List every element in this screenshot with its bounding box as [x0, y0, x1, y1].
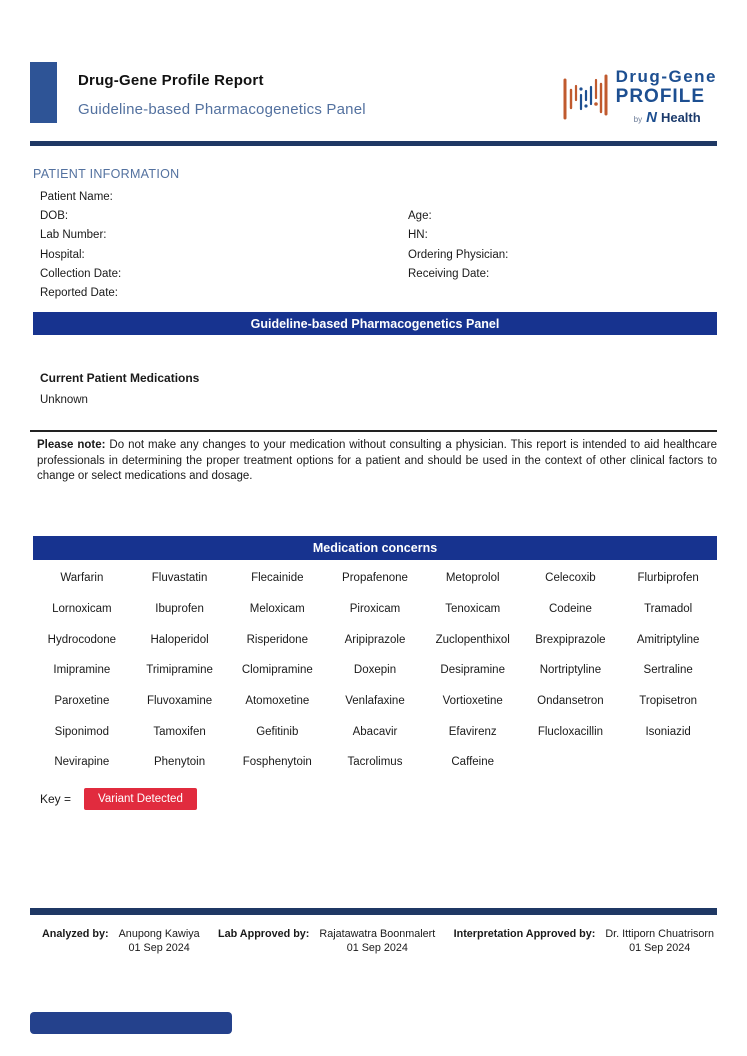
patient-info-label-left: DOB:: [40, 209, 69, 222]
drug-name-cell: Warfarin: [60, 572, 104, 585]
drug-name-cell: Lornoxicam: [52, 603, 112, 616]
page-footer-bar: [30, 1012, 232, 1034]
drug-name-cell: Sertraline: [643, 664, 693, 677]
drug-name-cell: Tropisetron: [639, 695, 698, 708]
patient-info-label-left: Collection Date:: [40, 267, 122, 280]
logo-drug-gene-text: Drug-Gene: [615, 67, 717, 86]
patient-info-row: [40, 226, 712, 245]
signoff-label: Interpretation Approved by:: [453, 928, 596, 940]
please-note-text: Do not make any changes to your medication without consulting a physician. This report is intended to aid healthcare professionals in determining the proper treatment options for a patient and should be used in the context of other clinical factors to change or select medications and dosage.: [37, 439, 718, 483]
drug-name-cell: Flucloxacillin: [537, 725, 604, 738]
signoff-footer: [42, 927, 714, 955]
signoff-name: Anupong Kawiya: [118, 928, 200, 940]
drug-name-cell: Propafenone: [342, 572, 408, 585]
drug-name-cell: Fluvoxamine: [146, 695, 213, 708]
footer-divider: [30, 908, 717, 915]
report-header: [30, 62, 717, 126]
current-medications-heading: Current Patient Medications: [40, 371, 200, 385]
drug-name-cell: Gefitinib: [256, 725, 299, 738]
note-divider: [30, 430, 717, 432]
drug-name-cell: Trimipramine: [146, 664, 213, 677]
drug-name-cell: Vortioxetine: [442, 695, 503, 708]
signoff-value: [319, 927, 435, 955]
drug-name-cell: Haloperidol: [150, 633, 209, 646]
signoff-name: Dr. Ittiporn Chuatrisorn: [605, 928, 714, 940]
patient-info-label-right: Ordering Physician:: [408, 248, 509, 261]
drug-name-cell: Amitriptyline: [636, 633, 700, 646]
signoff-date: 01 Sep 2024: [346, 942, 408, 954]
drug-name-cell: Brexpiprazole: [535, 633, 606, 646]
panel-title-banner: Guideline-based Pharmacogenetics Panel: [33, 312, 717, 335]
patient-info-row: [40, 187, 712, 206]
drug-name-cell: Imipramine: [53, 664, 111, 677]
drug-name-cell: Flurbiprofen: [637, 572, 699, 585]
please-note-label: Please note:: [37, 439, 106, 451]
header-titles: [78, 62, 366, 118]
signoff-date: 01 Sep 2024: [128, 942, 190, 954]
drug-name-cell: Tacrolimus: [347, 756, 403, 769]
patient-info-fields: [40, 187, 712, 303]
medication-concerns-grid: [33, 563, 717, 778]
patient-info-label-left: Lab Number:: [40, 229, 107, 242]
please-note-paragraph: [37, 438, 717, 485]
drug-name-cell: Clomipramine: [241, 664, 313, 677]
drug-name-cell: Codeine: [549, 603, 592, 616]
dna-barcode-icon: [561, 68, 609, 129]
drug-name-cell: Isoniazid: [645, 725, 691, 738]
current-medications-value: Unknown: [40, 394, 88, 406]
drug-name-cell: Tenoxicam: [445, 603, 501, 616]
drug-name-cell: Abacavir: [352, 725, 398, 738]
patient-info-label-right: Receiving Date:: [408, 267, 490, 280]
signoff-name: Rajatawatra Boonmalert: [319, 928, 436, 940]
drug-name-cell: Phenytoin: [153, 756, 206, 769]
drug-name-cell: Ibuprofen: [155, 603, 204, 616]
drug-name-cell: Efavirenz: [448, 725, 497, 738]
patient-info-label-left: Reported Date:: [40, 287, 118, 300]
drug-name-cell: Celecoxib: [545, 572, 596, 585]
patient-info-label-right: HN:: [408, 229, 428, 242]
patient-info-row: [40, 283, 712, 302]
patient-info-label-right: Age:: [408, 209, 432, 222]
logo-by-text: by: [633, 115, 643, 124]
drug-name-cell: Metoprolol: [445, 572, 500, 585]
signoff-value: [119, 927, 200, 955]
patient-info-label-left: Patient Name:: [40, 190, 113, 203]
drug-name-cell: Desipramine: [440, 664, 505, 677]
drug-name-cell: Atomoxetine: [245, 695, 310, 708]
header-accent-rectangle: [30, 62, 57, 123]
drug-name-cell: Siponimod: [54, 725, 110, 738]
drug-name-cell: Venlafaxine: [345, 695, 405, 708]
signoff-value: [605, 927, 714, 955]
key-label: Key =: [40, 792, 72, 806]
medication-concerns-banner: Medication concerns: [33, 536, 717, 560]
drug-name-cell: Nevirapine: [54, 756, 110, 769]
logo-wordmark: [616, 68, 717, 125]
drug-name-cell: Tamoxifen: [153, 725, 206, 738]
drug-name-cell: Paroxetine: [54, 695, 110, 708]
drug-name-cell: Piroxicam: [349, 603, 401, 616]
drug-name-cell: Meloxicam: [249, 603, 305, 616]
header-divider: [30, 141, 717, 146]
signoff-date: 01 Sep 2024: [629, 942, 691, 954]
drug-name-cell: Tramadol: [644, 603, 693, 616]
signoff-label: Analyzed by:: [42, 928, 109, 940]
page-title: Drug-Gene Profile Report: [78, 72, 264, 89]
logo-profile-text: PROFILE: [615, 86, 705, 107]
drug-name-cell: Fosphenytoin: [242, 756, 312, 769]
logo-health-text: Health: [660, 110, 701, 125]
drug-name-cell: Hydrocodone: [47, 633, 117, 646]
n-health-icon: N: [646, 109, 657, 126]
drug-name-cell: Doxepin: [353, 664, 397, 677]
signoff-label: Lab Approved by:: [218, 928, 310, 940]
drug-name-cell: Ondansetron: [537, 695, 604, 708]
drug-name-cell: Caffeine: [451, 756, 495, 769]
patient-info-row: [40, 206, 712, 225]
patient-information-heading: PATIENT INFORMATION: [33, 167, 180, 181]
drug-name-cell: Aripiprazole: [344, 633, 406, 646]
signoff-entry: [454, 927, 714, 955]
patient-info-row: [40, 264, 712, 283]
key-legend: [40, 788, 197, 810]
page-subtitle: Guideline-based Pharmacogenetics Panel: [78, 101, 366, 118]
drug-name-cell: Nortriptyline: [539, 664, 602, 677]
drug-name-cell: Zuclopenthixol: [435, 633, 510, 646]
variant-detected-badge: Variant Detected: [84, 788, 197, 810]
drug-name-cell: Flecainide: [251, 572, 304, 585]
drug-gene-profile-logo: [561, 62, 717, 129]
patient-info-row: [40, 245, 712, 264]
signoff-entry: [42, 927, 200, 955]
signoff-entry: [218, 927, 435, 955]
drug-name-cell: Risperidone: [246, 633, 308, 646]
drug-name-cell: Fluvastatin: [151, 572, 208, 585]
patient-info-label-left: Hospital:: [40, 248, 85, 261]
